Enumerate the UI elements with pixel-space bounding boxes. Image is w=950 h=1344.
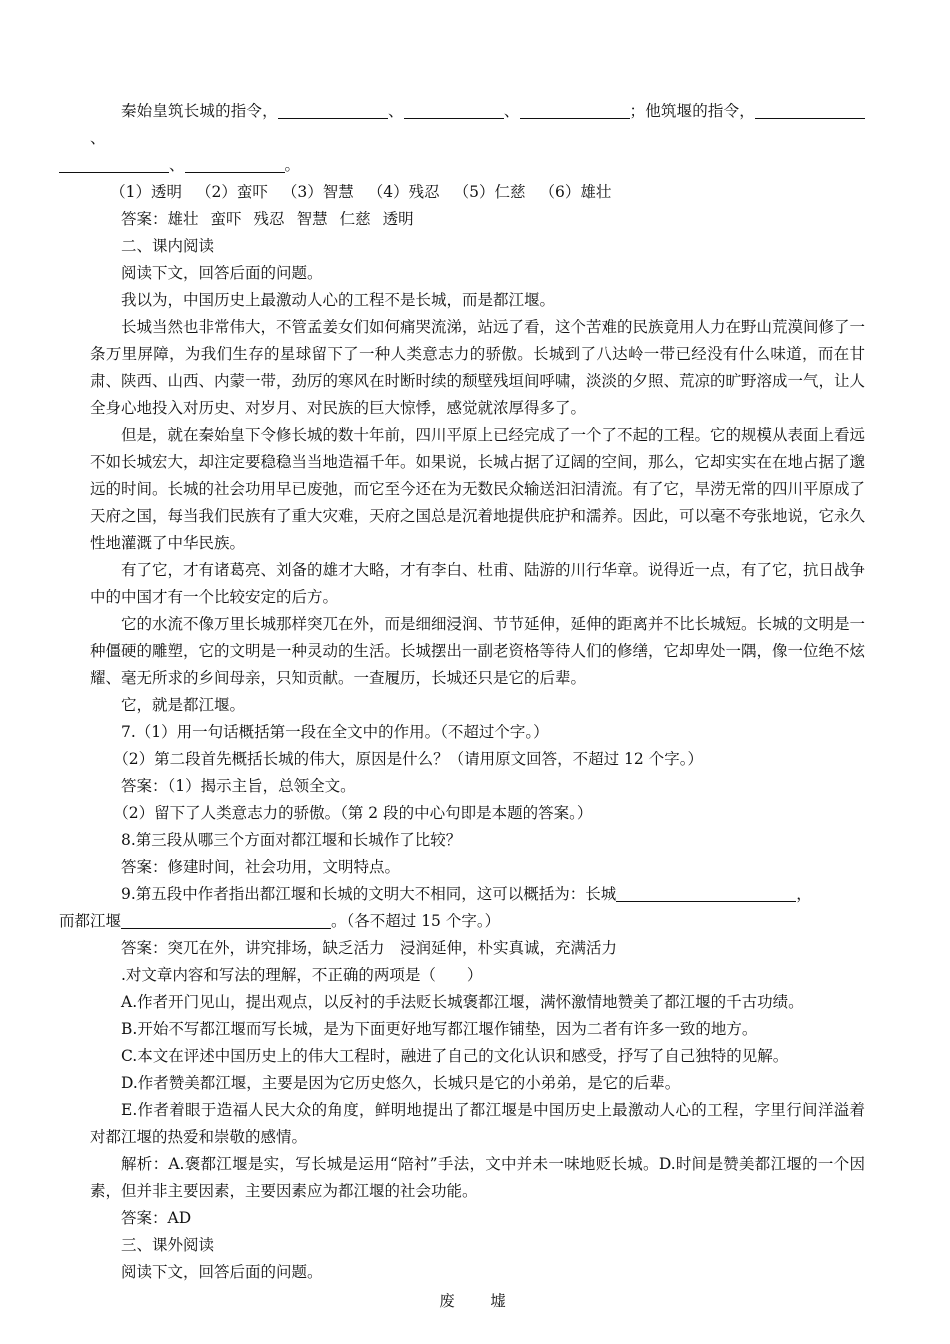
answer-blank[interactable] [121, 910, 331, 929]
fill-question: 秦始皇筑长城的指令， 、 、 ；他筑堰的指令，、 、 。 [90, 98, 865, 179]
answer-blank[interactable] [520, 100, 630, 119]
answer-7-2: （2）留下了人类意志力的骄傲。（第 2 段的中心句即是本题的答案。） [113, 804, 593, 822]
passage-paragraph: 它的水流不像万里长城那样突兀在外，而是细细浸润、节节延伸，延伸的距离并不比长城短。长城的文明是一种僵硬的雕塑，它的文明是一种灵动的生活。长城摆出一副老资格等待人们的修缮，它却卑处一隅，像一位绝不炫耀、毫无所求的乡间母亲，只知贡献。一查履历，长城还只是它的后辈。 [90, 615, 866, 687]
analysis: 解析：A.褒都江堰是实，写长城是运用“陪衬”手法，文中并未一味地贬长城。D.时间是赞美都江堰的一个因素，但并非主要因素，主要因素应为都江堰的社会功能。 [90, 1155, 865, 1200]
question-7-2: （2）第二段首先概括长城的伟大，原因是什么？（请用原文回答，不超过 12 个字。） [113, 750, 703, 768]
answer-10: 答案：AD [121, 1209, 192, 1227]
answer-line: 答案：雄壮 蛮吓 残忍 智慧 仁慈 透明 [121, 210, 414, 228]
question-7-1: 7.（1）用一句话概括第一段在全文中的作用。（不超过个字。） [121, 723, 549, 741]
answer-blank[interactable] [59, 154, 169, 173]
passage-paragraph: 我以为，中国历史上最激动人心的工程不是长城，而是都江堰。 [121, 291, 556, 309]
answer-9: 答案：突兀在外，讲究排场，缺乏活力 浸润延伸，朴实真诚，充满活力 [121, 939, 618, 957]
question-9: 9.第五段中作者指出都江堰和长城的文明大不相同，这可以概括为：长城 ， 而都江堰 。（各不超过 15 个字。） [59, 885, 812, 930]
answer-blank[interactable] [616, 883, 796, 902]
option: （6）雄壮 [539, 183, 612, 201]
answer-8: 答案：修建时间，社会功用，文明特点。 [121, 858, 401, 876]
document-page [59, 98, 866, 1315]
question-8: 8.第三段从哪三个方面对都江堰和长城作了比较？ [121, 831, 462, 849]
answer-7-1: 答案：（1）揭示主旨，总领全文。 [121, 777, 356, 795]
option: （1）透明 [110, 183, 183, 201]
option: （4）残忍 [367, 183, 440, 201]
choice-a: A.作者开门见山，提出观点，以反衬的手法贬长城褒都江堰，满怀激情地赞美了都江堰的千古功绩。 [121, 993, 804, 1011]
instruction: 阅读下文，回答后面的问题。 [121, 1263, 323, 1281]
choice-e: E.作者着眼于造福人民大众的角度，鲜明地提出了都江堰是中国历史上最激动人心的工程，字里行间洋溢着对都江堰的热爱和崇敬的感情。 [90, 1101, 865, 1146]
choice-d: D.作者赞美都江堰，主要是因为它历史悠久，长城只是它的小弟弟，是它的后辈。 [121, 1074, 681, 1092]
option: （5）仁慈 [453, 183, 526, 201]
section-title: 三、课外阅读 [121, 1236, 215, 1254]
question-10: .对文章内容和写法的理解，不正确的两项是（ ） [121, 966, 483, 984]
passage-paragraph: 有了它，才有诸葛亮、刘备的雄才大略，才有李白、杜甫、陆游的川行华章。说得近一点，有了它，抗日战争中的中国才有一个比较安定的后方。 [90, 561, 866, 606]
option: （2）蛮吓 [196, 183, 268, 201]
passage-paragraph: 长城当然也非常伟大，不管孟姜女们如何痛哭流涕，站远了看，这个苦难的民族竟用人力在野山荒漠间修了一条万里屏障，为我们生存的星球留下了一种人类意志力的骄傲。长城到了八达岭一带已经没有什么味道，而在甘肃、陕西、山西、内蒙一带，劲厉的寒风在时断时续的颓壁残垣间呼啸，淡淡的夕照、荒凉的旷野溶成一气，让人全身心地投入对历史、对岁月、对民族的巨大惊悸，感觉就浓厚得多了。 [90, 318, 866, 417]
article-title: 废 墟 [439, 1292, 516, 1310]
answer-blank[interactable] [185, 154, 285, 173]
answer-blank[interactable] [278, 100, 388, 119]
passage-paragraph: 但是，就在秦始皇下令修长城的数十年前，四川平原上已经完成了一个了不起的工程。它的规模从表面上看远不如长城宏大，却注定要稳稳当当地造福千年。如果说，长城占据了辽阔的空间，那么，它却实实在在地占据了邈远的时间。长城的社会功用早已废弛，而它至今还在为无数民众输送汩汩清流。有了它，旱涝无常的四川平原成了天府之国，每当我们民族有了重大灾难，天府之国总是沉着地提供庇护和濡养。因此，可以毫不夸张地说，它永久性地灌溉了中华民族。 [90, 426, 866, 552]
answer-blank[interactable] [404, 100, 504, 119]
answer-blank[interactable] [755, 100, 865, 119]
option: （3）智慧 [281, 183, 354, 201]
passage-paragraph: 它，就是都江堰。 [121, 696, 246, 714]
options-line [90, 179, 865, 206]
choice-c: C.本文在评述中国历史上的伟大工程时，融进了自己的文化认识和感受，抒写了自己独特的见解。 [121, 1047, 789, 1065]
choice-b: B.开始不写都江堰而写长城，是为下面更好地写都江堰作铺垫，因为二者有许多一致的地方。 [121, 1020, 758, 1038]
instruction: 阅读下文，回答后面的问题。 [121, 264, 323, 282]
section-title: 二、课内阅读 [121, 237, 215, 255]
